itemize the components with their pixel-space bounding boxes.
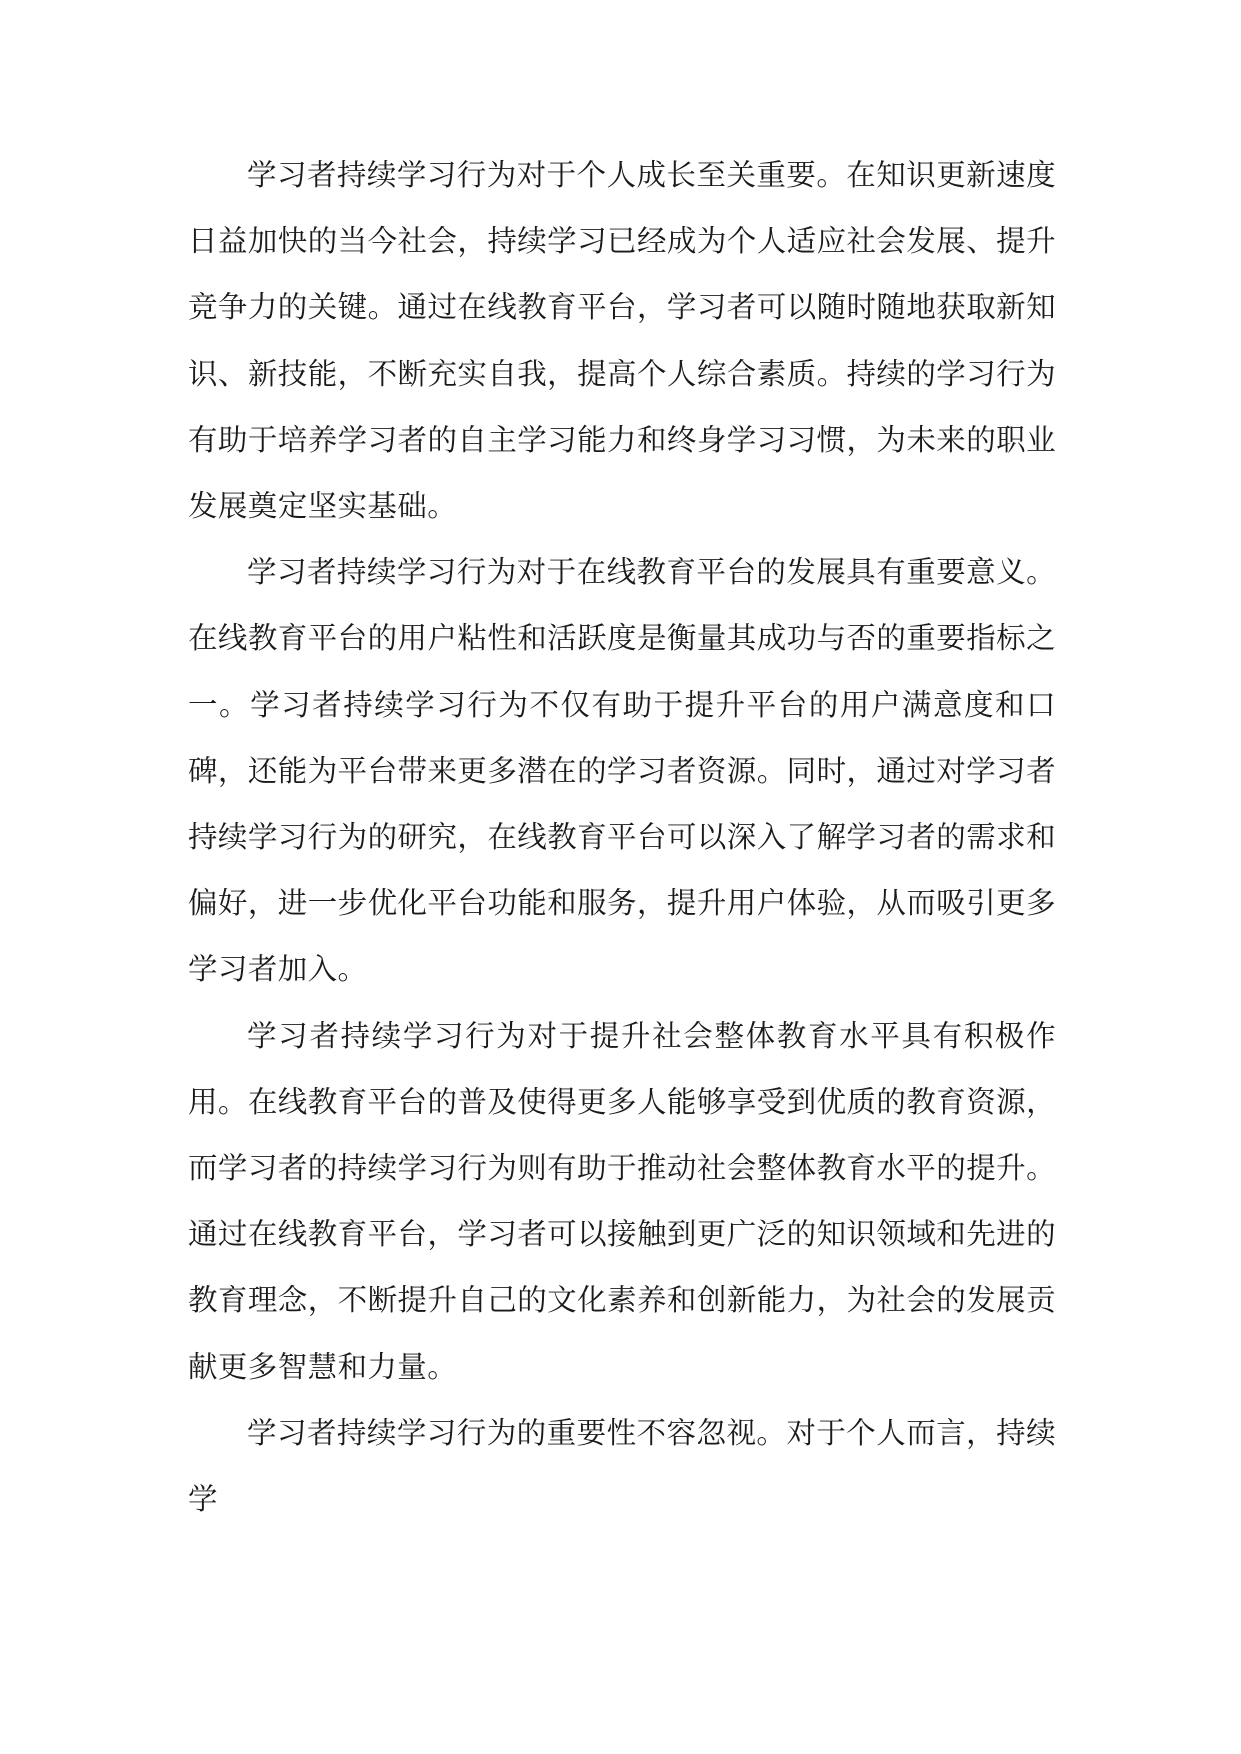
paragraph-3: 学习者持续学习行为对于提升社会整体教育水平具有积极作用。在线教育平台的普及使得更多人能够享受到优质的教育资源，而学习者的持续学习行为则有助于推动社会整体教育水平的提升。通过在线教育平台，学习者可以接触到更广泛的知识领域和先进的教育理念，不断提升自己的文化素养和创新能力，为社会的发展贡献更多智慧和力量。 (188, 1018, 1056, 1384)
paragraph-1: 学习者持续学习行为对于个人成长至关重要。在知识更新速度日益加快的当今社会，持续学习已经成为个人适应社会发展、提升竞争力的关键。通过在线教育平台，学习者可以随时随地获取新知识、新技能，不断充实自我，提高个人综合素质。持续的学习行为有助于培养学习者的自主学习能力和终身学习习惯，为未来的职业发展奠定坚实基础。 (188, 158, 1056, 524)
document-body (188, 142, 1056, 1532)
paragraph-2: 学习者持续学习行为对于在线教育平台的发展具有重要意义。在线教育平台的用户粘性和活跃度是衡量其成功与否的重要指标之一。学习者持续学习行为不仅有助于提升平台的用户满意度和口碑，还能为平台带来更多潜在的学习者资源。同时，通过对学习者持续学习行为的研究，在线教育平台可以深入了解学习者的需求和偏好，进一步优化平台功能和服务，提升用户体验，从而吸引更多学习者加入。 (188, 555, 1056, 987)
paragraph-4: 学习者持续学习行为的重要性不容忽视。对于个人而言，持续学 (188, 1415, 1056, 1517)
